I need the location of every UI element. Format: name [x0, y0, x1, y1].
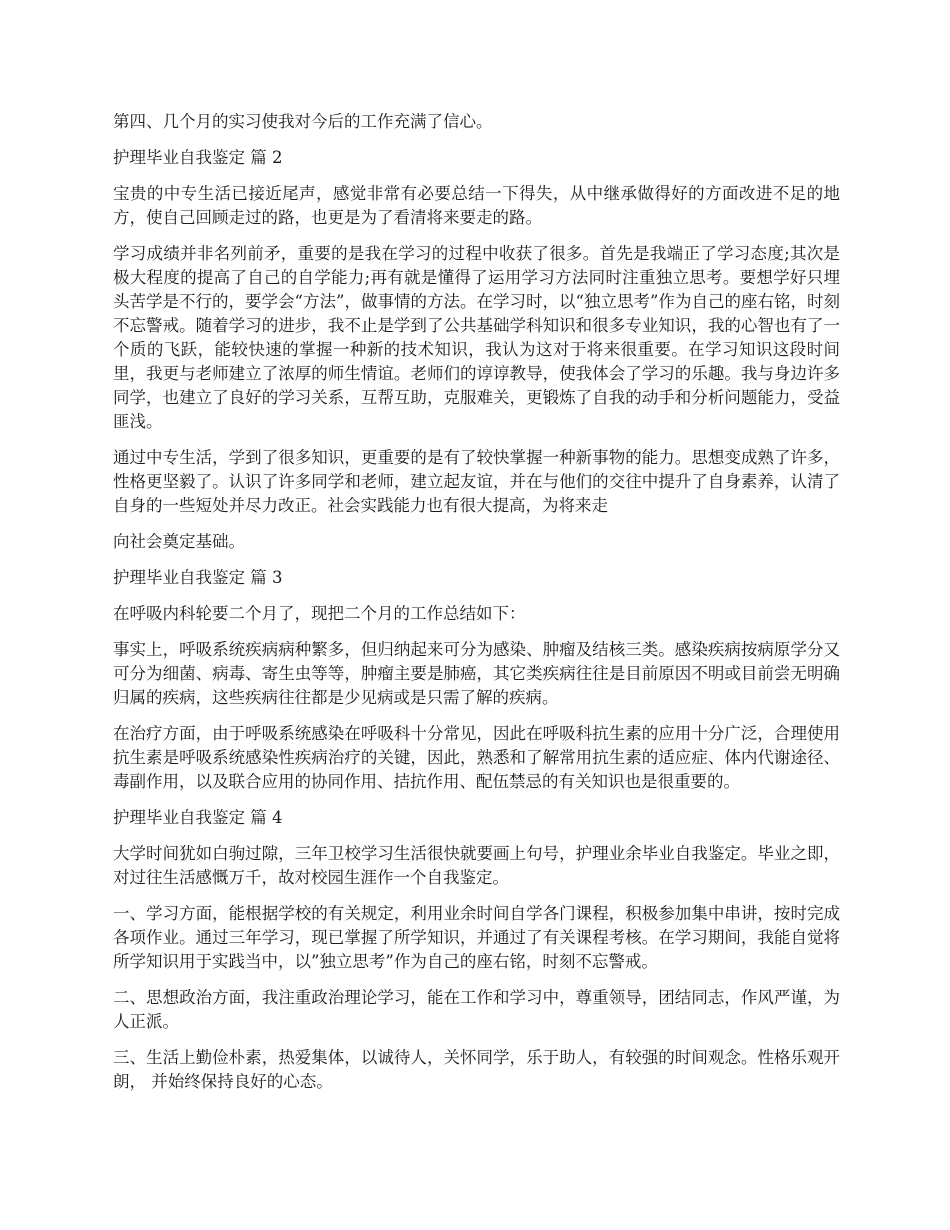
paragraph: 在呼吸内科轮要二个月了，现把二个月的工作总结如下：	[113, 604, 526, 623]
paragraph: 事实上，呼吸系统疾病病种繁多，但归纳起来可分为感染、肿瘤及结核三类。感染疾病按病原学分又可分为细菌、病毒、寄生虫等等，肿瘤主要是肺癌，其它类疾病往往是目前原因不明或目前尝无明确归属的疾病，这些疾病往往都是少见病或是只需了解的疾病。	[113, 640, 840, 707]
paragraph: 第四、几个月的实习使我对今后的工作充满了信心。	[113, 112, 493, 131]
paragraph: 三、生活上勤俭朴素，热爱集体，以诚待人，关怀同学，乐于助人，有较强的时间观念。性格乐观开朗， 并始终保持良好的心态。	[113, 1048, 840, 1091]
section-heading: 护理毕业自我鉴定 篇 4	[113, 808, 283, 827]
section-heading: 护理毕业自我鉴定 篇 3	[113, 568, 283, 587]
paragraph: 二、思想政治方面，我注重政治理论学习，能在工作和学习中，尊重领导，团结同志，作风严谨，为人正派。	[113, 988, 840, 1031]
document-page	[113, 110, 840, 1106]
section-heading: 护理毕业自我鉴定 篇 2	[113, 148, 283, 167]
paragraph: 通过中专生活，学到了很多知识，更重要的是有了较快掌握一种新事物的能力。思想变成熟了许多，性格更坚毅了。认识了许多同学和老师，建立起友谊，并在与他们的交往中提升了自身素养，认清了自身的一些短处并尽力改正。社会实践能力也有很大提高，为将来走	[113, 448, 840, 515]
paragraph: 宝贵的中专生活已接近尾声，感觉非常有必要总结一下得失，从中继承做得好的方面改进不足的地方，使自己回顾走过的路，也更是为了看清将来要走的路。	[113, 184, 840, 227]
paragraph: 向社会奠定基础。	[113, 532, 245, 551]
paragraph: 在治疗方面，由于呼吸系统感染在呼吸科十分常见，因此在呼吸科抗生素的应用十分广泛，合理使用抗生素是呼吸系统感染性疾病治疗的关键，因此，熟悉和了解常用抗生素的适应症、体内代谢途径、毒副作用，以及联合应用的协同作用、拮抗作用、配伍禁忌的有关知识也是很重要的。	[113, 724, 840, 791]
paragraph: 学习成绩并非名列前矛，重要的是我在学习的过程中收获了很多。首先是我端正了学习态度;其次是极大程度的提高了自己的自学能力;再有就是懂得了运用学习方法同时注重独立思考。要想学好只埋头苦学是不行的，要学会“方法”，做事情的方法。在学习时，以“独立思考”作为自己的座右铭，时刻不忘警戒。随着学习的进步，我不止是学到了公共基础学科知识和很多专业知识，我的心智也有了一个质的飞跃，能较快速的掌握一种新的技术知识，我认为这对于将来很重要。在学习知识这段时间里，我更与老师建立了浓厚的师生情谊。老师们的谆谆教导，使我体会了学习的乐趣。我与身边许多同学，也建立了良好的学习关系，互帮互助，克服难关，更锻炼了自我的动手和分析问题能力，受益匪浅。	[113, 244, 840, 431]
paragraph: 一、学习方面，能根据学校的有关规定，利用业余时间自学各门课程，积极参加集中串讲，按时完成各项作业。通过三年学习，现已掌握了所学知识，并通过了有关课程考核。在学习期间，我能自觉将所学知识用于实践当中，以”独立思考”作为自己的座右铭，时刻不忘警戒。	[113, 904, 840, 971]
paragraph: 大学时间犹如白驹过隙，三年卫校学习生活很快就要画上句号，护理业余毕业自我鉴定。毕业之即，对过往生活感慨万千，故对校园生涯作一个自我鉴定。	[113, 844, 840, 887]
